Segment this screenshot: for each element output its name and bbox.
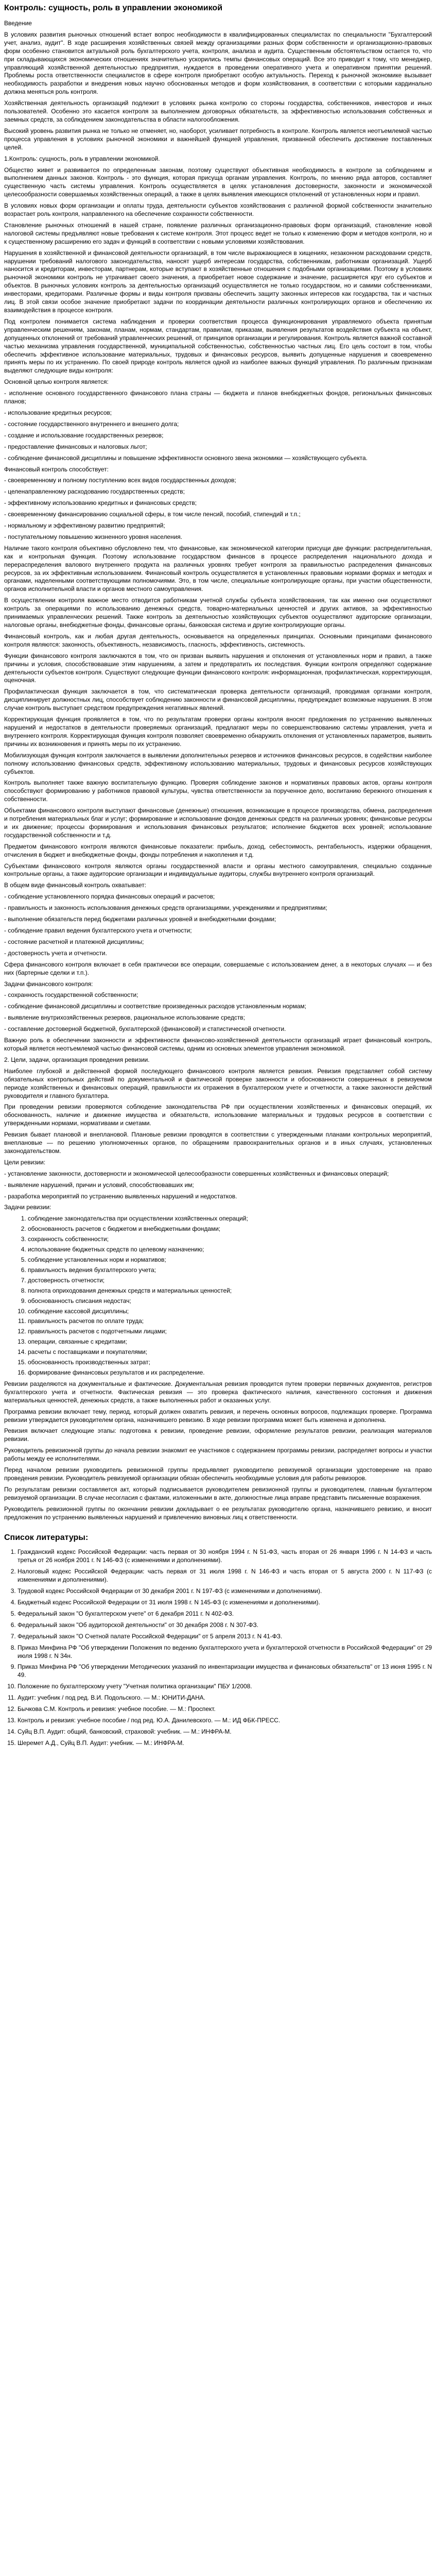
paragraph: Основной целью контроля является:	[4, 378, 109, 386]
paragraph: Корректирующая функция проявляется в том, что по результатам проверки органы контроля вносят предложения по устранению выявленных нарушений и недостатков в деятельности проверяемых организаций, предлагают меры по совершенствованию системы управления, учета и внутреннего контроля. Корректирующая функция контроля позволяет своевременно обнаружить отклонения от установленных параметров, выявить причины их возникновения и принять меры по их устранению.	[4, 716, 432, 748]
paragraph: Хозяйственная деятельность организаций подлежит в условиях рынка контролю со стороны государства, собственников, инвесторов и иных пользователей. Особенно это касается контроля за выполнением договорных обязательств, за эффективностью использования собственных и заемных средств, за соблюдением законодательства в области налогообложения.	[4, 99, 432, 123]
paragraph: Контроль выполняет также важную воспитательную функцию. Проверяя соблюдение законов и нормативных правовых актов, органы контроля способствуют формированию у работников правовой культуры, чувства ответственности за порученное дело, воспитанию бережного отношения к собственности.	[4, 779, 432, 803]
reference-item: 9. Приказ Минфина РФ "Об утверждении Методических указаний по инвентаризации имущества и финансовых обязательств" от 13 июня 1995 г. N 49.	[18, 1663, 432, 1680]
paragraph: Под контролем понимается система наблюдения и проверки соответствия процесса функционирования управляемого объекта принятым управленческим решениям, законам, планам, нормам, стандартам, правилам, приказам, выявления результатов воздействия субъекта на объект, допущенных отклонений от требований управленческих решений, от принципов организации и регулирования. Контроль является важной составной частью механизма управления государственной, муниципальной собственностью, собственностью частных лиц. Его цель состоит в том, чтобы обеспечить эффективное использование материальных, трудовых и финансовых ресурсов, выявить допущенные нарушения и своевременно принять меры по их устранению. По своей природе контроль является одной из наиболее важных функций управления. По различным признакам выделяют следующие виды контроля:	[4, 317, 432, 375]
paragraph: Руководитель ревизионной группы по окончании ревизии докладывает о ее результатах руководителю органа, назначившего ревизию, и вносит предложения по устранению выявленных нарушений и привлечению виновных лиц к ответственности.	[4, 1505, 432, 1521]
list-item: - выявление нарушений, причин и условий, способствовавших им;	[4, 1181, 194, 1189]
paragraph: Наиболее глубокой и действенной формой последующего финансового контроля является ревизия. Ревизия представляет собой систему обязательных контрольных действий по документальной и фактической проверке законности и обоснованности совершенных в ревизуемом периоде хозяйственных и финансовых операций, правильности их отражения в бухгалтерском учете и отчетности, а также законности действий руководителя и главного бухгалтера.	[4, 1067, 432, 1099]
reference-item: 5. Федеральный закон "О бухгалтерском учете" от 6 декабря 2011 г. N 402-ФЗ.	[18, 1610, 432, 1618]
reference-item: 7. Федеральный закон "О Счетной палате Российской Федерации" от 5 апреля 2013 г. N 41-ФЗ.	[18, 1633, 432, 1641]
paragraph: Важную роль в обеспечении законности и эффективности финансово-хозяйственной деятельности организаций играет финансовый контроль, который является неотъемлемой частью финансовой системы, одним из основных элементов управления экономикой.	[4, 1037, 432, 1052]
section-2-part-b	[4, 1380, 432, 1522]
paragraph: Цели ревизии:	[4, 1158, 46, 1166]
reference-item: 10. Положение по бухгалтерскому учету "Учетная политика организации" ПБУ 1/2008.	[18, 1683, 432, 1691]
reference-item: 15. Шеремет А.Д., Суйц В.П. Аудит: учебник. — М.: ИНФРА-М.	[18, 1739, 432, 1748]
numbered-list-item: 2. обоснованность расчетов с бюджетом и внебюджетными фондами;	[28, 1225, 432, 1233]
numbered-list-item: 3. сохранность собственности;	[28, 1235, 432, 1244]
reference-item: 3. Трудовой кодекс Российской Федерации от 30 декабря 2001 г. N 197-ФЗ (с изменениями и дополнениями).	[18, 1587, 432, 1596]
list-item: - использование кредитных ресурсов;	[4, 409, 112, 416]
paragraph: При проведении ревизии проверяются соблюдение законодательства РФ при осуществлении хозяйственных и финансовых операций, их обоснованность, наличие и движение имущества и обязательств, использование материальных и трудовых ресурсов в соответствии с утвержденными нормами, нормативами и сметами.	[4, 1103, 432, 1127]
list-item: - достоверность учета и отчетности.	[4, 949, 107, 957]
section-heading: 1.Контроль: сущность, роль в управлении экономикой.	[4, 155, 160, 162]
tasks-list	[4, 477, 432, 541]
paragraph: Наличие такого контроля объективно обусловлено тем, что финансовые, как экономической категории присущи две функции: распределительная, как и контрольная функция. Поэтому использование государством финансов в процессе распределения национального дохода и перераспределения валового внутреннего продукта на различных уровнях требует контроля за правильностью распределения финансовых ресурсов, за их эффективным использованием. Финансовый контроль осуществляется в установленных правовыми нормами формах и методах и органами, наделенными соответствующими полномочиями. Это, в том числе, специальные контролирующие органы, при участии общественности, органов исполнительной власти и органов местного самоуправления.	[4, 544, 432, 593]
list-item: - поступательному повышению жизненного уровня населения.	[4, 533, 182, 540]
reference-item: 6. Федеральный закон "Об аудиторской деятельности" от 30 декабря 2008 г. N 307-ФЗ.	[18, 1621, 432, 1630]
tasks-heading: Финансовый контроль способствует:	[4, 465, 109, 473]
reference-item: 12. Бычкова С.М. Контроль и ревизия: учебное пособие. — М.: Проспект.	[18, 1705, 432, 1714]
paragraph: - составление достоверной бюджетной, бухгалтерской (финансовой) и статистической отчетности.	[4, 1025, 286, 1033]
list-item: - состояние расчетной и платежной дисциплины;	[4, 938, 144, 945]
section-1-part-c	[4, 961, 432, 1053]
list-item: - своевременному и полному поступлению всех видов государственных доходов;	[4, 477, 236, 484]
list-item: - соблюдение установленного порядка финансовых операций и расчетов;	[4, 893, 215, 901]
numbered-list-item: 1. соблюдение законодательства при осуществлении хозяйственных операций;	[28, 1215, 432, 1223]
numbered-list-item: 15. обоснованность производственных затрат;	[28, 1359, 432, 1367]
list-item: - соблюдение правил ведения бухгалтерского учета и отчетности;	[4, 927, 192, 934]
reference-item: 14. Суйц В.П. Аудит: общий, банковский, страховой: учебник. — М.: ИНФРА-М.	[18, 1728, 432, 1736]
paragraph: Руководитель ревизионной группы до начала ревизии знакомит ее участников с содержанием программы ревизии, распределяет вопросы и участки работы между ее исполнителями.	[4, 1447, 432, 1463]
list-item: - эффективному использованию кредитных и финансовых средств;	[4, 499, 197, 507]
paragraph: Мобилизующая функция контроля заключается в выявлении дополнительных резервов и источников финансовых ресурсов, в содействии наиболее полному использованию финансовых средств, эффективному использованию материальных, трудовых и финансовых ресурсов хозяйствующих субъектов.	[4, 751, 432, 775]
paragraph: Функции финансового контроля заключаются в том, что он призван выявить нарушения и отклонения от установленных норм и правил, а также причины и условия, способствовавшие этим нарушениям, а затем и предотвратить их последствия. Функции контроля определяют содержание деятельности субъектов контроля. Существуют следующие функции финансового контроля: информационная, профилактическая, корректирующая, оценочная.	[4, 652, 432, 684]
goals-heading: Задачи ревизии:	[4, 1204, 51, 1211]
paragraph: Объектами финансового контроля выступают финансовые (денежные) отношения, возникающие в процессе производства, обмена, распределения и потребления материальных благ и услуг; формирование и использование фондов денежных средств на различных уровнях; финансовые ресурсы и их движение; процессы формирования и использования финансовых результатов; исполнение бюджетов всех уровней; использование государственной собственности и т.д.	[4, 807, 432, 839]
reference-item: 8. Приказ Минфина РФ "Об утверждении Положения по ведению бухгалтерского учета и бухгалтерской отчетности в Российской Федерации" от 29 июля 1998 г. N 34н.	[18, 1644, 432, 1660]
list-item: - целенаправленному расходованию государственных средств;	[4, 488, 185, 496]
list-item: - установление законности, достоверности и экономической целесообразности совершенных хозяйственных и финансовых операций;	[4, 1170, 389, 1177]
list-item: - выполнение обязательств перед бюджетами различных уровней и внебюджетными фондами;	[4, 916, 276, 923]
paragraph: Высокий уровень развития рынка не только не отменяет, но, наоборот, усиливает потребность в контроле. Контроль является неотъемлемой частью процесса управления в условиях рыночной экономики и важнейшей функцией управления, призванной обеспечить достижение поставленных целей.	[4, 127, 432, 151]
paragraph: Ревизии разделяются на документальные и фактические. Документальная ревизия проводится путем проверки первичных документов, регистров бухгалтерского учета и отчетности. Фактическая ревизия — это проверка фактического наличия, качественного состояния и движения материальных ценностей, денежных средств, а также выполненных работ и оказанных услуг.	[4, 1380, 432, 1404]
paragraph: По результатам ревизии составляется акт, который подписывается руководителем ревизионной группы и руководителем, главным бухгалтером ревизуемой организации. В случае несогласия с фактами, изложенными в акте, должностные лица вправе представить письменные возражения.	[4, 1485, 432, 1501]
paragraph: Ревизия бывает плановой и внеплановой. Плановые ревизии проводятся в соответствии с утвержденными планами контрольных мероприятий, внеплановые — по решению уполномоченных органов, по обращениям правоохранительных органов и в иных случаях, установленных законодательством.	[4, 1131, 432, 1155]
list-item: - исполнение основного государственного финансового плана страны — бюджета и планов внебюджетных фондов, региональных финансовых планов;	[4, 389, 432, 405]
goals-list	[4, 1170, 432, 1201]
references-title: Список литературы:	[4, 1533, 89, 1543]
list-item: - создание и использование государственных резервов;	[4, 431, 164, 439]
paragraph: Задачи финансового контроля:	[4, 980, 93, 988]
numbered-list-item: 12. правильность расчетов с подотчетными лицами;	[28, 1328, 432, 1336]
paragraph: Нарушения в хозяйственной и финансовой деятельности организаций, в том числе выражающиеся в хищениях, незаконном расходовании средств, нарушении требований налогового законодательства, наносят ущерб интересам государства, собственникам, работникам организаций. Ущерб наносится и кредиторам, инвесторам, партнерам, которые вступают в хозяйственные отношения с подобными организациями. Поэтому в условиях рыночной экономики контроль не утрачивает своего значения, а приобретает новое содержание и значение, расширяется круг его субъектов и объектов. В рыночных условиях контроль за деятельностью организаций осуществляется не только государством, но и самими собственниками, инвесторами, кредиторами. Различные формы и виды контроля призваны обеспечить защиту законных интересов как государства, так и частных лиц. В этой связи особое значение приобретают задачи по координации деятельности различных контролирующих органов и обеспечению их взаимодействия в процессе контроля.	[4, 249, 432, 314]
list-item: - разработка мероприятий по устранению выявленных нарушений и недостатков.	[4, 1192, 237, 1200]
paragraph: Перед началом ревизии руководитель ревизионной группы предъявляет руководителю ревизуемой организации удостоверение на право проведения ревизии. Руководитель ревизуемой организации обязан обеспечить необходимые условия для работы ревизоров.	[4, 1466, 432, 1482]
list-item: - состояние государственного внутреннего и внешнего долга;	[4, 420, 179, 428]
list-item: - нормальному и эффективному развитию предприятий;	[4, 522, 165, 530]
list-item: - правильность и законность использования денежных средств организациями, учреждениями и предприятиями;	[4, 904, 327, 912]
numbered-list-item: 16. формирование финансовых результатов и их распределение.	[28, 1369, 432, 1377]
paragraph: Сфера финансового контроля включает в себя практически все операции, совершаемые с использованием денег, а в некоторых случаях — и без них (бартерные сделки и т.п.).	[4, 960, 432, 976]
section-1-list-a	[4, 389, 432, 462]
paragraph: Предметом финансового контроля являются финансовые показатели: прибыль, доход, себестоимость, рентабельность, издержки обращения, отчисления в бюджет и внебюджетные фонды, фонды потребления и накопления и т.д.	[4, 842, 432, 858]
numbered-list-item: 13. операции, связанные с кредитами;	[28, 1338, 432, 1346]
numbered-list	[4, 1215, 432, 1377]
paragraph: Программа ревизии включает тему, период, который должен охватить ревизия, и перечень основных вопросов, подлежащих проверке. Программа ревизии утверждается руководителем органа, назначившего ревизию. В ходе ревизии программа может быть изменена и дополнена.	[4, 1408, 432, 1423]
paragraph: В условиях новых форм организации и оплаты труда, деятельности субъектов хозяйствования с различной формой собственности значительно возрастает роль контроля, направленного на обеспечение сохранности собственности.	[4, 202, 432, 218]
intro-heading: Введение	[4, 20, 32, 27]
subject-list	[4, 893, 432, 957]
document-body	[4, 20, 432, 1521]
references-list	[4, 1548, 432, 1747]
numbered-list-item: 14. расчеты с поставщиками и покупателями;	[28, 1348, 432, 1357]
subject-heading: В общем виде финансовый контроль охватывает:	[4, 882, 146, 889]
document-title: Контроль: сущность, роль в управлении экономикой	[4, 4, 223, 12]
numbered-list-item: 11. правильность расчетов по оплате труда;	[28, 1317, 432, 1326]
numbered-list-item: 5. соблюдение установленных норм и нормативов;	[28, 1256, 432, 1264]
reference-item: 11. Аудит: учебник / под ред. В.И. Подольского. — М.: ЮНИТИ-ДАНА.	[18, 1694, 432, 1702]
paragraph: В условиях развития рыночных отношений встает вопрос необходимости в квалифицированных специалистах по специальности "Бухгалтерский учет, анализ, аудит". В ходе расширения хозяйственных связей между организациями разных форм собственности и организационно-правовых форм особенно становится актуальной роль бухгалтерского учета, контроля, анализа и аудита. Существенным обстоятельством остается то, что при складывающихся экономических отношениях значительно ускорились темпы финансовых операций. Все это приводит к тому, что менеджер, управляющий хозяйственной деятельностью предприятия, нуждается в проведении оперативного учета и оперативном принятии решений. Проблемы роста ответственности специалистов в сфере контроля приобретают особую актуальность. Переход к рыночной экономике вызывает необходимость разработки и внедрения новых научно обоснованных методов и форм хозяйствования, в соответствии с которыми кардинально должна меняться роль контроля.	[4, 30, 432, 96]
section-1-part-b	[4, 545, 432, 879]
numbered-list-item: 8. полнота оприходования денежных средств и материальных ценностей;	[28, 1287, 432, 1295]
paragraph: Становление рыночных отношений в нашей стране, появление различных организационно-правовых форм организаций, становление новой налоговой системы предъявляют новые требования к системе контроля. Этот процесс ведет не только к изменению форм и методов контроля, но и к существенному расширению его задач и функций в соответствии с новыми условиями хозяйствования.	[4, 221, 432, 245]
numbered-list-item: 4. использование бюджетных средств по целевому назначению;	[28, 1246, 432, 1254]
paragraph: Профилактическая функция заключается в том, что систематическая проверка деятельности организаций, проводимая органами контроля, дисциплинирует должностных лиц, способствует соблюдению законности и финансовой дисциплины, предупреждает возможные нарушения. В этом случае контроль выступает средством предупреждения негативных явлений.	[4, 688, 432, 712]
paragraph: Ревизия включает следующие этапы: подготовка к ревизии, проведение ревизии, оформление результатов ревизии, реализация материалов ревизии.	[4, 1427, 432, 1443]
reference-item: 1. Гражданский кодекс Российской Федерации: часть первая от 30 ноября 1994 г. N 51-ФЗ, часть вторая от 26 января 1996 г. N 14-ФЗ и часть третья от 26 ноября 2001 г. N 146-ФЗ (с изменениями и дополнениями).	[18, 1548, 432, 1565]
section-heading: 2. Цели, задачи, организация проведения ревизии.	[4, 1056, 150, 1063]
section-1	[4, 166, 432, 387]
paragraph: Субъектами финансового контроля являются органы государственной власти и органы местного самоуправления, специально созданные контрольные органы, а также аудиторские организации и индивидуальные аудиторы, службы внутреннего контроля организаций.	[4, 862, 432, 878]
numbered-list-item: 9. обоснованность списания недостач;	[28, 1297, 432, 1306]
paragraph: В осуществлении контроля важное место отводится работникам учетной службы субъекта хозяйствования, так как именно они осуществляют контроль за операциями по использованию денежных средств, товарно-материальных ценностей и других активов, за эффективностью принимаемых управленческих решений. Также контроль за деятельностью хозяйствующих субъектов осуществляют аудиторские организации, налоговые органы, внебюджетные фонды, финансовые органы, банковская система и другие контролирующие органы.	[4, 597, 432, 629]
reference-item: 2. Налоговый кодекс Российской Федерации: часть первая от 31 июля 1998 г. N 146-ФЗ и часть вторая от 5 августа 2000 г. N 117-ФЗ (с изменениями и дополнениями).	[18, 1568, 432, 1584]
numbered-list-item: 7. достоверность отчетности;	[28, 1277, 432, 1285]
paragraph: - сохранность государственной собственности;	[4, 991, 138, 999]
numbered-list-item: 6. правильность ведения бухгалтерского учета;	[28, 1266, 432, 1275]
numbered-list-item: 10. соблюдение кассовой дисциплины;	[28, 1308, 432, 1316]
reference-item: 4. Бюджетный кодекс Российской Федерации от 31 июля 1998 г. N 145-ФЗ (с изменениями и дополнениями).	[18, 1599, 432, 1607]
intro-section	[4, 31, 432, 152]
paragraph: Финансовый контроль, как и любая другая деятельность, основывается на определенных принципах. Основными принципами финансового контроля являются: законность, объективность, независимость, гласность, эффективность, системность.	[4, 632, 432, 648]
section-2	[4, 1067, 432, 1167]
list-item: - своевременному финансированию социальной сферы, в том числе пенсий, пособий, стипендий и т.п.;	[4, 511, 301, 518]
list-item: - соблюдение финансовой дисциплины и повышение эффективности основного звена экономики — хозяйствующего субъекта.	[4, 454, 368, 462]
list-item: - предоставление финансовых и налоговых льгот;	[4, 443, 147, 450]
paragraph: - выявление внутрихозяйственных резервов, рациональное использование средств;	[4, 1014, 245, 1022]
paragraph: - соблюдение финансовой дисциплины и соответствие произведенных расходов установленным нормам;	[4, 1003, 306, 1010]
paragraph: Общество живет и развивается по определенным законам, поэтому существуют объективная необходимость в контроле за соблюдением и выполнением данных законов. Контроль - это функция, которая присуща органам управления. Контроль, по мнению ряда авторов, составляет существенную часть системы управления. Контроль осуществляется в целях установления достоверности, законности и экономической целесообразности совершаемых хозяйственных операций, а также в целях выявления имеющихся отклонений от установленных норм и правил.	[4, 166, 432, 198]
reference-item: 13. Контроль и ревизия: учебное пособие / под ред. Ю.А. Данилевского. — М.: ИД ФБК-ПРЕСС.	[18, 1717, 432, 1725]
